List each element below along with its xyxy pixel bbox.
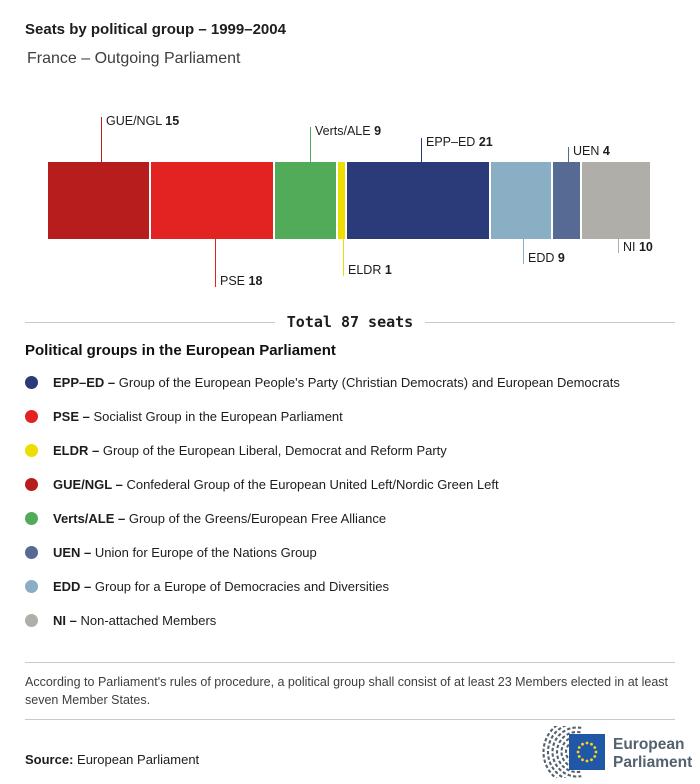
legend-item-description: Group for a Europe of Democracies and Diversities — [94, 578, 389, 594]
callout-group-name: ELDR — [348, 263, 385, 277]
logo-text-line1: European — [613, 736, 685, 753]
callout-line — [618, 239, 619, 253]
bar-segment-gue-ngl — [48, 162, 149, 239]
callout-group-name: GUE/NGL — [106, 114, 166, 128]
legend-item-description: Group of the European Liberal, Democrat and Reform Party — [102, 442, 447, 458]
callout-label — [348, 263, 392, 277]
eu-star-icon — [581, 758, 584, 761]
source-line — [25, 752, 199, 767]
callout-label — [220, 274, 262, 288]
callout-group-name: PSE — [220, 274, 249, 288]
eu-star-icon — [586, 760, 589, 763]
legend-item-pse — [25, 399, 675, 433]
legend-item-text — [53, 443, 447, 458]
legend-item-abbr: UEN – — [53, 544, 95, 560]
eu-star-icon — [581, 743, 584, 746]
source-label: Source: — [25, 752, 74, 767]
legend-item-text — [53, 477, 499, 492]
legend-item-uen — [25, 535, 675, 569]
callout-verts-ale — [310, 124, 382, 162]
legend-item-text — [53, 613, 216, 628]
footnote-divider-bottom — [25, 719, 675, 720]
callout-label — [106, 114, 179, 128]
callout-seat-count: 9 — [557, 251, 565, 265]
callout-epp-ed — [421, 135, 493, 162]
footnote-divider-top — [25, 662, 675, 663]
legend-item-gue-ngl — [25, 467, 675, 501]
callout-seat-count: 4 — [602, 144, 610, 158]
legend-item-description: Group of the Greens/European Free Alliance — [128, 510, 387, 526]
seats-stacked-bar-chart — [0, 100, 700, 300]
legend-item-ni — [25, 603, 675, 637]
callout-group-name: Verts/ALE — [315, 124, 375, 138]
bar-segment-uen — [553, 162, 580, 239]
callout-ni — [618, 239, 653, 254]
legend-item-eldr — [25, 433, 675, 467]
legend-item-text — [53, 511, 386, 526]
total-seats-divider — [25, 313, 675, 331]
divider-line-right — [425, 322, 675, 323]
legend-color-dot-icon — [25, 410, 38, 423]
eu-star-icon — [593, 755, 596, 758]
legend-color-dot-icon — [25, 478, 38, 491]
divider-line-left — [25, 322, 275, 323]
callout-seat-count: 10 — [638, 240, 653, 254]
callout-group-name: EDD — [528, 251, 558, 265]
bar-segment-pse — [151, 162, 273, 239]
legend-item-description: Socialist Group in the European Parliament — [93, 408, 343, 424]
eu-star-icon — [577, 751, 580, 754]
european-parliament-logo — [527, 726, 692, 778]
callout-edd — [523, 239, 565, 265]
callout-group-name: EPP–ED — [426, 135, 479, 149]
callout-gue-ngl — [101, 114, 180, 162]
eu-star-icon — [590, 758, 593, 761]
legend-item-abbr: EDD – — [53, 578, 95, 594]
legend-item-description: Non-attached Members — [80, 612, 217, 628]
legend-color-dot-icon — [25, 444, 38, 457]
legend-item-description: Confederal Group of the European United Left/Nordic Green Left — [126, 476, 499, 492]
callout-group-name: NI — [623, 240, 639, 254]
legend-item-epp-ed — [25, 365, 675, 399]
eu-star-icon — [586, 742, 589, 745]
callout-line — [421, 138, 422, 162]
legend-heading: Political groups in the European Parliament — [25, 342, 336, 359]
callout-line — [310, 127, 311, 162]
callout-line — [215, 239, 216, 287]
callout-label — [528, 251, 565, 265]
source-text: European Parliament — [77, 752, 200, 767]
callout-seat-count: 18 — [248, 274, 263, 288]
legend-item-edd — [25, 569, 675, 603]
legend-color-dot-icon — [25, 376, 38, 389]
legend-item-abbr: ELDR – — [53, 442, 103, 458]
callout-seat-count: 21 — [478, 135, 493, 149]
callout-seat-count: 15 — [165, 114, 180, 128]
ep-hemicycle-icon — [527, 726, 692, 778]
legend-item-text — [53, 545, 317, 560]
legend-color-dot-icon — [25, 614, 38, 627]
callout-seat-count: 9 — [374, 124, 382, 138]
legend-item-text — [53, 579, 389, 594]
eu-star-icon — [590, 743, 593, 746]
legend-color-dot-icon — [25, 512, 38, 525]
callout-label — [573, 144, 610, 158]
logo-text-line2: Parliament — [613, 754, 692, 771]
legend — [25, 365, 675, 637]
stacked-bar — [48, 162, 650, 239]
legend-color-dot-icon — [25, 546, 38, 559]
callout-seat-count: 1 — [384, 263, 392, 277]
footnote-text: According to Parliament's rules of procedure, a political group shall consist of at least 23 Members elected in at least seven Member States. — [25, 675, 668, 707]
callout-line — [568, 147, 569, 162]
bar-segment-edd — [491, 162, 552, 239]
legend-item-description: Group of the European People's Party (Christian Democrats) and European Democrats — [118, 374, 620, 390]
legend-item-text — [53, 375, 620, 390]
bar-segment-epp-ed — [347, 162, 489, 239]
callout-label — [426, 135, 493, 149]
callout-label — [315, 124, 381, 138]
legend-item-abbr: NI – — [53, 612, 81, 628]
legend-item-abbr: PSE – — [53, 408, 94, 424]
eu-star-icon — [578, 746, 581, 749]
bar-segment-ni — [582, 162, 650, 239]
bar-segment-eldr — [338, 162, 345, 239]
eu-star-icon — [595, 751, 598, 754]
callout-pse — [215, 239, 263, 288]
eu-star-icon — [578, 755, 581, 758]
legend-item-abbr: GUE/NGL – — [53, 476, 127, 492]
legend-item-abbr: Verts/ALE – — [53, 510, 129, 526]
legend-item-abbr: EPP–ED – — [53, 374, 119, 390]
callout-label — [623, 240, 653, 254]
page-subtitle: France – Outgoing Parliament — [27, 50, 241, 67]
callout-uen — [568, 144, 610, 162]
callout-line — [343, 239, 344, 276]
callout-eldr — [343, 239, 392, 277]
callout-group-name: UEN — [573, 144, 603, 158]
eu-flag-square — [569, 734, 605, 770]
legend-item-verts-ale — [25, 501, 675, 535]
callout-line — [523, 239, 524, 264]
total-seats-label: Total 87 seats — [286, 313, 414, 331]
bar-segment-verts-ale — [275, 162, 336, 239]
legend-item-text — [53, 409, 343, 424]
legend-color-dot-icon — [25, 580, 38, 593]
legend-item-description: Union for Europe of the Nations Group — [94, 544, 317, 560]
page-title: Seats by political group – 1999–2004 — [25, 21, 286, 38]
eu-star-icon — [593, 746, 596, 749]
callout-line — [101, 117, 102, 162]
